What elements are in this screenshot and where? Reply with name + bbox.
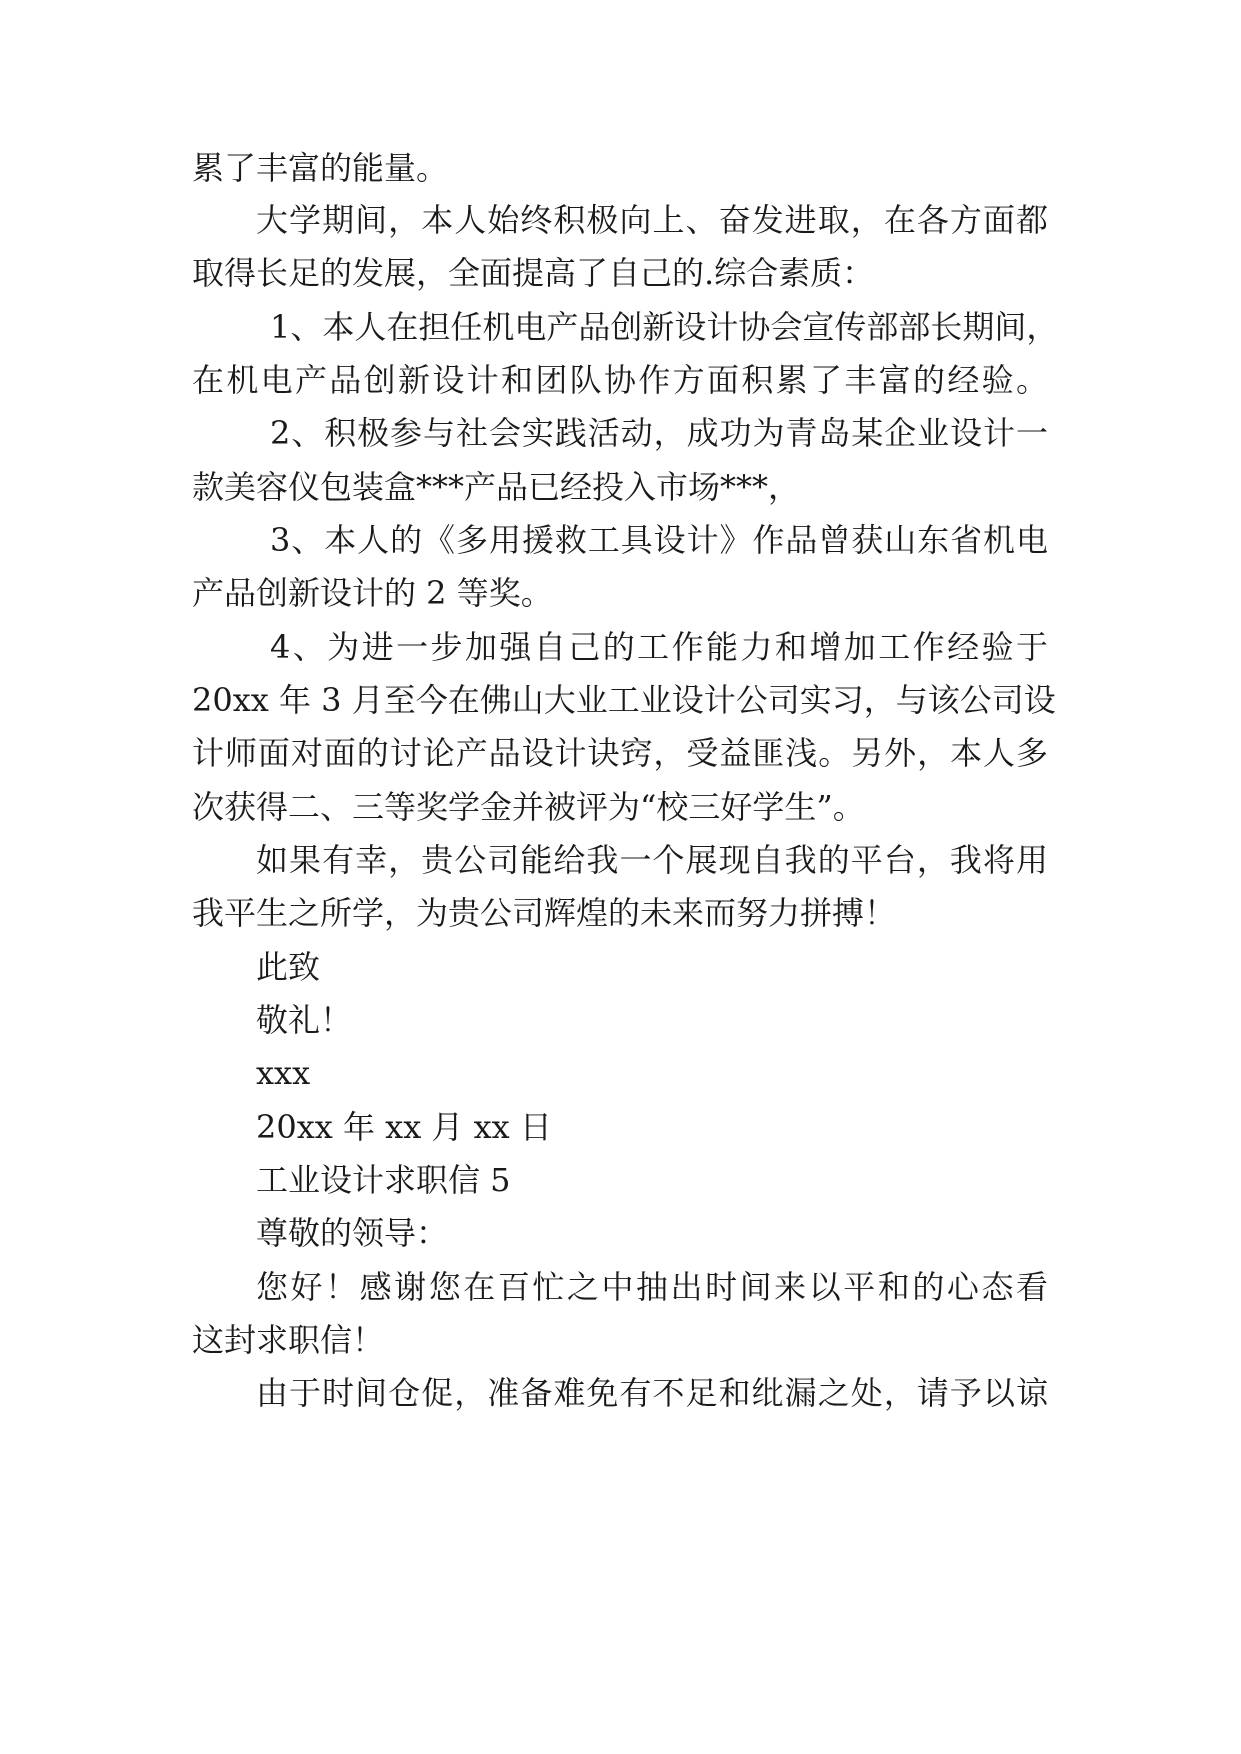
list-item-line: 2、积极参与社会实践活动，成功为青岛某企业设计一 xyxy=(270,414,1048,452)
paragraph-line: 大学期间，本人始终积极向上、奋发进取，在各方面都 xyxy=(256,201,1048,239)
list-item-line: 次获得二、三等奖学金并被评为“校三好学生”。 xyxy=(192,788,865,826)
paragraph-line: 您好！感谢您在百忙之中抽出时间来以平和的心态看 xyxy=(256,1268,1048,1306)
list-item-line: 4、为进一步加强自己的工作能力和增加工作经验于 xyxy=(270,628,1048,666)
list-item-line: 20xx 年 3 月至今在佛山大业工业设计公司实习，与该公司设 xyxy=(192,681,1056,719)
paragraph-line: 由于时间仓促，准备难免有不足和纰漏之处，请予以谅 xyxy=(256,1374,1048,1412)
paragraph-line: 如果有幸，贵公司能给我一个展现自我的平台，我将用 xyxy=(256,841,1048,879)
paragraph-line: 这封求职信！ xyxy=(192,1321,385,1359)
list-item-line: 在机电产品创新设计和团队协作方面积累了丰富的经验。 xyxy=(192,361,1048,399)
list-item-line: 产品创新设计的 2 等奖。 xyxy=(192,574,553,612)
closing-line: 此致 xyxy=(256,948,321,986)
list-item-line: 款美容仪包装盒***产品已经投入市场***， xyxy=(192,468,801,506)
salutation: 尊敬的领导： xyxy=(256,1214,449,1252)
list-item-line: 计师面对面的讨论产品设计诀窍，受益匪浅。另外，本人多 xyxy=(192,734,1048,772)
closing-line: 敬礼！ xyxy=(256,1001,353,1039)
paragraph-line: 取得长足的发展，全面提高了自己的.综合素质： xyxy=(192,254,875,292)
paragraph-line: 累了丰富的能量。 xyxy=(192,149,449,187)
list-item-line: 1、本人在担任机电产品创新设计协会宣传部部长期间， xyxy=(270,308,1059,346)
list-item-line: 3、本人的《多用援救工具设计》作品曾获山东省机电 xyxy=(270,521,1048,559)
signature-name: xxx xyxy=(256,1054,311,1092)
section-title: 工业设计求职信 5 xyxy=(256,1161,511,1199)
paragraph-line: 我平生之所学，为贵公司辉煌的未来而努力拼搏！ xyxy=(192,894,897,932)
signature-date: 20xx 年 xx 月 xx 日 xyxy=(256,1108,552,1146)
